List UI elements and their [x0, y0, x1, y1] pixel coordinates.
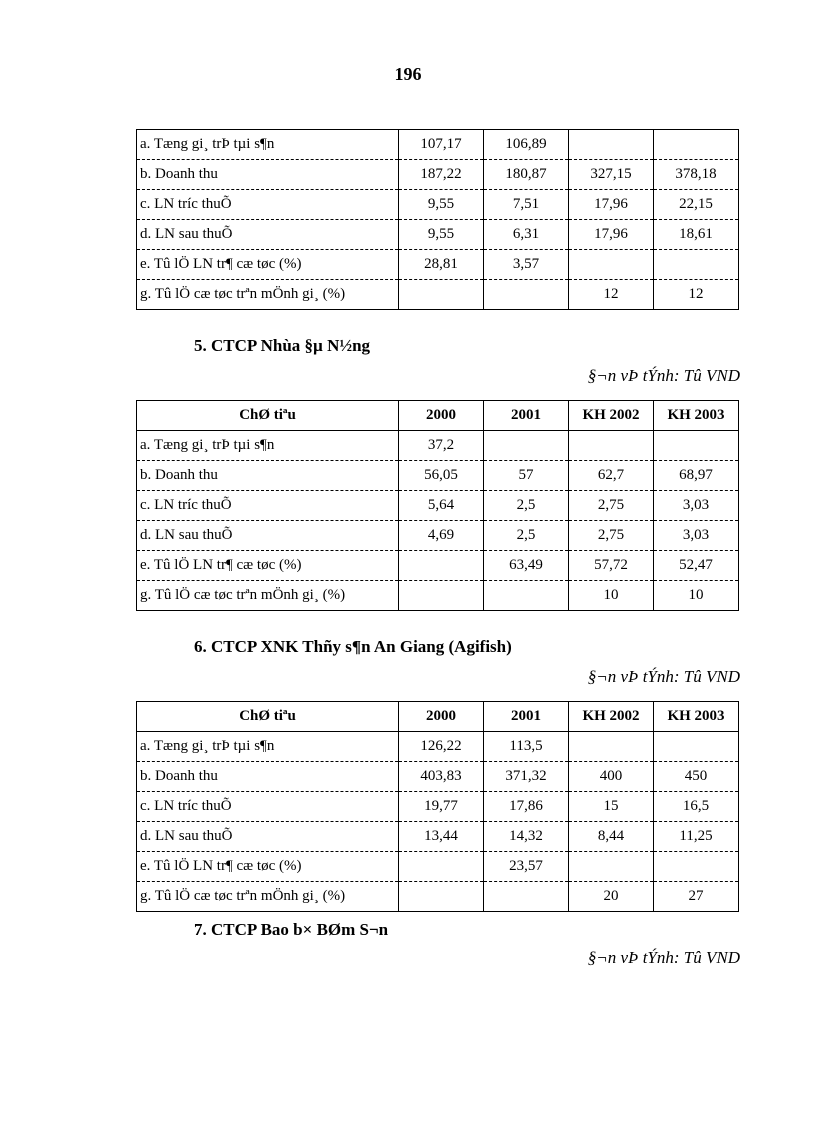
cell-kh2002: 57,72 [569, 551, 654, 581]
cell-2001: 2,5 [484, 491, 569, 521]
cell-2000: 126,22 [399, 732, 484, 762]
table-row [137, 792, 739, 822]
cell-kh2003: 52,47 [654, 551, 739, 581]
cell-2000: 56,05 [399, 461, 484, 491]
cell-2001: 57 [484, 461, 569, 491]
cell-2001: 63,49 [484, 551, 569, 581]
header-indicator: ChØ tiªu [137, 702, 399, 732]
table-row [137, 882, 739, 912]
cell-kh2002: 17,96 [569, 190, 654, 220]
cell-2000: 107,17 [399, 130, 484, 160]
row-label: e. Tû lÖ LN tr¶ cæ tøc (%) [137, 551, 399, 581]
cell-2001: 23,57 [484, 852, 569, 882]
table-row [137, 431, 739, 461]
table-header-row [137, 401, 739, 431]
cell-kh2003 [654, 852, 739, 882]
cell-kh2002 [569, 431, 654, 461]
cell-2001: 6,31 [484, 220, 569, 250]
section-6-title: 6. CTCP XNK Thñy s¶n An Giang (Agifish) [194, 637, 512, 656]
table-row [137, 521, 739, 551]
table-row [137, 762, 739, 792]
cell-2001: 113,5 [484, 732, 569, 762]
cell-2001 [484, 431, 569, 461]
cell-2000 [399, 882, 484, 912]
section-6-unit: §¬n vÞ tÝnh: Tû VND [587, 667, 740, 686]
table-row [137, 491, 739, 521]
cell-kh2002: 2,75 [569, 521, 654, 551]
cell-kh2002: 12 [569, 280, 654, 310]
table-row [137, 822, 739, 852]
cell-2001 [484, 581, 569, 611]
cell-2000: 19,77 [399, 792, 484, 822]
table-header-row [137, 702, 739, 732]
table-row [137, 280, 739, 310]
section-7-unit: §¬n vÞ tÝnh: Tû VND [587, 948, 740, 967]
header-kh2002: KH 2002 [569, 401, 654, 431]
cell-kh2003: 10 [654, 581, 739, 611]
cell-2000: 4,69 [399, 521, 484, 551]
row-label: b. Doanh thu [137, 160, 399, 190]
table-row [137, 160, 739, 190]
header-2000: 2000 [399, 401, 484, 431]
cell-kh2003: 68,97 [654, 461, 739, 491]
row-label: c. LN tríc thuÕ [137, 190, 399, 220]
row-label: e. Tû lÖ LN tr¶ cæ tøc (%) [137, 852, 399, 882]
row-label: d. LN sau thuÕ [137, 220, 399, 250]
cell-kh2003: 11,25 [654, 822, 739, 852]
cell-2000 [399, 852, 484, 882]
cell-kh2002: 10 [569, 581, 654, 611]
cell-2000 [399, 551, 484, 581]
cell-kh2003: 18,61 [654, 220, 739, 250]
cell-2000: 9,55 [399, 190, 484, 220]
cell-kh2002 [569, 852, 654, 882]
cell-kh2003: 450 [654, 762, 739, 792]
row-label: b. Doanh thu [137, 461, 399, 491]
row-label: g. Tû lÖ cæ tøc trªn mÖnh gi¸ (%) [137, 882, 399, 912]
row-label: d. LN sau thuÕ [137, 521, 399, 551]
cell-2000: 37,2 [399, 431, 484, 461]
cell-2000: 28,81 [399, 250, 484, 280]
table-row [137, 852, 739, 882]
table-row [137, 581, 739, 611]
cell-2001: 17,86 [484, 792, 569, 822]
section-5-unit: §¬n vÞ tÝnh: Tû VND [587, 366, 740, 385]
cell-kh2003: 27 [654, 882, 739, 912]
cell-2001: 371,32 [484, 762, 569, 792]
cell-2000: 9,55 [399, 220, 484, 250]
cell-kh2002: 62,7 [569, 461, 654, 491]
cell-2000 [399, 280, 484, 310]
row-label: d. LN sau thuÕ [137, 822, 399, 852]
cell-kh2003: 378,18 [654, 160, 739, 190]
cell-2001: 3,57 [484, 250, 569, 280]
cell-2000: 5,64 [399, 491, 484, 521]
row-label: b. Doanh thu [137, 762, 399, 792]
cell-2001: 106,89 [484, 130, 569, 160]
section-7-title: 7. CTCP Bao b× BØm S¬n [194, 920, 389, 939]
row-label: e. Tû lÖ LN tr¶ cæ tøc (%) [137, 250, 399, 280]
table-row [137, 190, 739, 220]
table-section-5 [136, 400, 739, 611]
cell-2001: 7,51 [484, 190, 569, 220]
table-row [137, 732, 739, 762]
cell-kh2002 [569, 130, 654, 160]
table-row [137, 130, 739, 160]
table-continued-financials [136, 129, 739, 310]
cell-kh2002: 327,15 [569, 160, 654, 190]
cell-kh2003 [654, 130, 739, 160]
cell-2000: 403,83 [399, 762, 484, 792]
cell-kh2002: 15 [569, 792, 654, 822]
row-label: c. LN tríc thuÕ [137, 792, 399, 822]
cell-2000 [399, 581, 484, 611]
cell-kh2003 [654, 732, 739, 762]
cell-kh2003: 3,03 [654, 521, 739, 551]
cell-2001: 14,32 [484, 822, 569, 852]
row-label: a. Tæng gi¸ trÞ tµi s¶n [137, 130, 399, 160]
row-label: a. Tæng gi¸ trÞ tµi s¶n [137, 732, 399, 762]
cell-2000: 187,22 [399, 160, 484, 190]
cell-kh2002 [569, 732, 654, 762]
header-2000: 2000 [399, 702, 484, 732]
cell-2001 [484, 280, 569, 310]
header-kh2003: KH 2003 [654, 401, 739, 431]
cell-kh2002: 17,96 [569, 220, 654, 250]
cell-kh2002: 20 [569, 882, 654, 912]
cell-kh2003 [654, 431, 739, 461]
cell-2001: 2,5 [484, 521, 569, 551]
cell-kh2002 [569, 250, 654, 280]
header-indicator: ChØ tiªu [137, 401, 399, 431]
table-row [137, 250, 739, 280]
cell-kh2002: 2,75 [569, 491, 654, 521]
cell-2001: 180,87 [484, 160, 569, 190]
cell-2001 [484, 882, 569, 912]
header-2001: 2001 [484, 702, 569, 732]
cell-kh2003 [654, 250, 739, 280]
cell-kh2003: 16,5 [654, 792, 739, 822]
table-section-6 [136, 701, 739, 912]
row-label: g. Tû lÖ cæ tøc trªn mÖnh gi¸ (%) [137, 581, 399, 611]
cell-2000: 13,44 [399, 822, 484, 852]
page-number: 196 [394, 64, 422, 84]
header-kh2002: KH 2002 [569, 702, 654, 732]
header-2001: 2001 [484, 401, 569, 431]
cell-kh2003: 3,03 [654, 491, 739, 521]
row-label: c. LN tríc thuÕ [137, 491, 399, 521]
cell-kh2002: 8,44 [569, 822, 654, 852]
cell-kh2003: 22,15 [654, 190, 739, 220]
cell-kh2003: 12 [654, 280, 739, 310]
table-row [137, 461, 739, 491]
row-label: g. Tû lÖ cæ tøc trªn mÖnh gi¸ (%) [137, 280, 399, 310]
table-row [137, 551, 739, 581]
table-row [137, 220, 739, 250]
section-5-title: 5. CTCP Nhùa §µ N½ng [194, 336, 371, 355]
row-label: a. Tæng gi¸ trÞ tµi s¶n [137, 431, 399, 461]
header-kh2003: KH 2003 [654, 702, 739, 732]
cell-kh2002: 400 [569, 762, 654, 792]
